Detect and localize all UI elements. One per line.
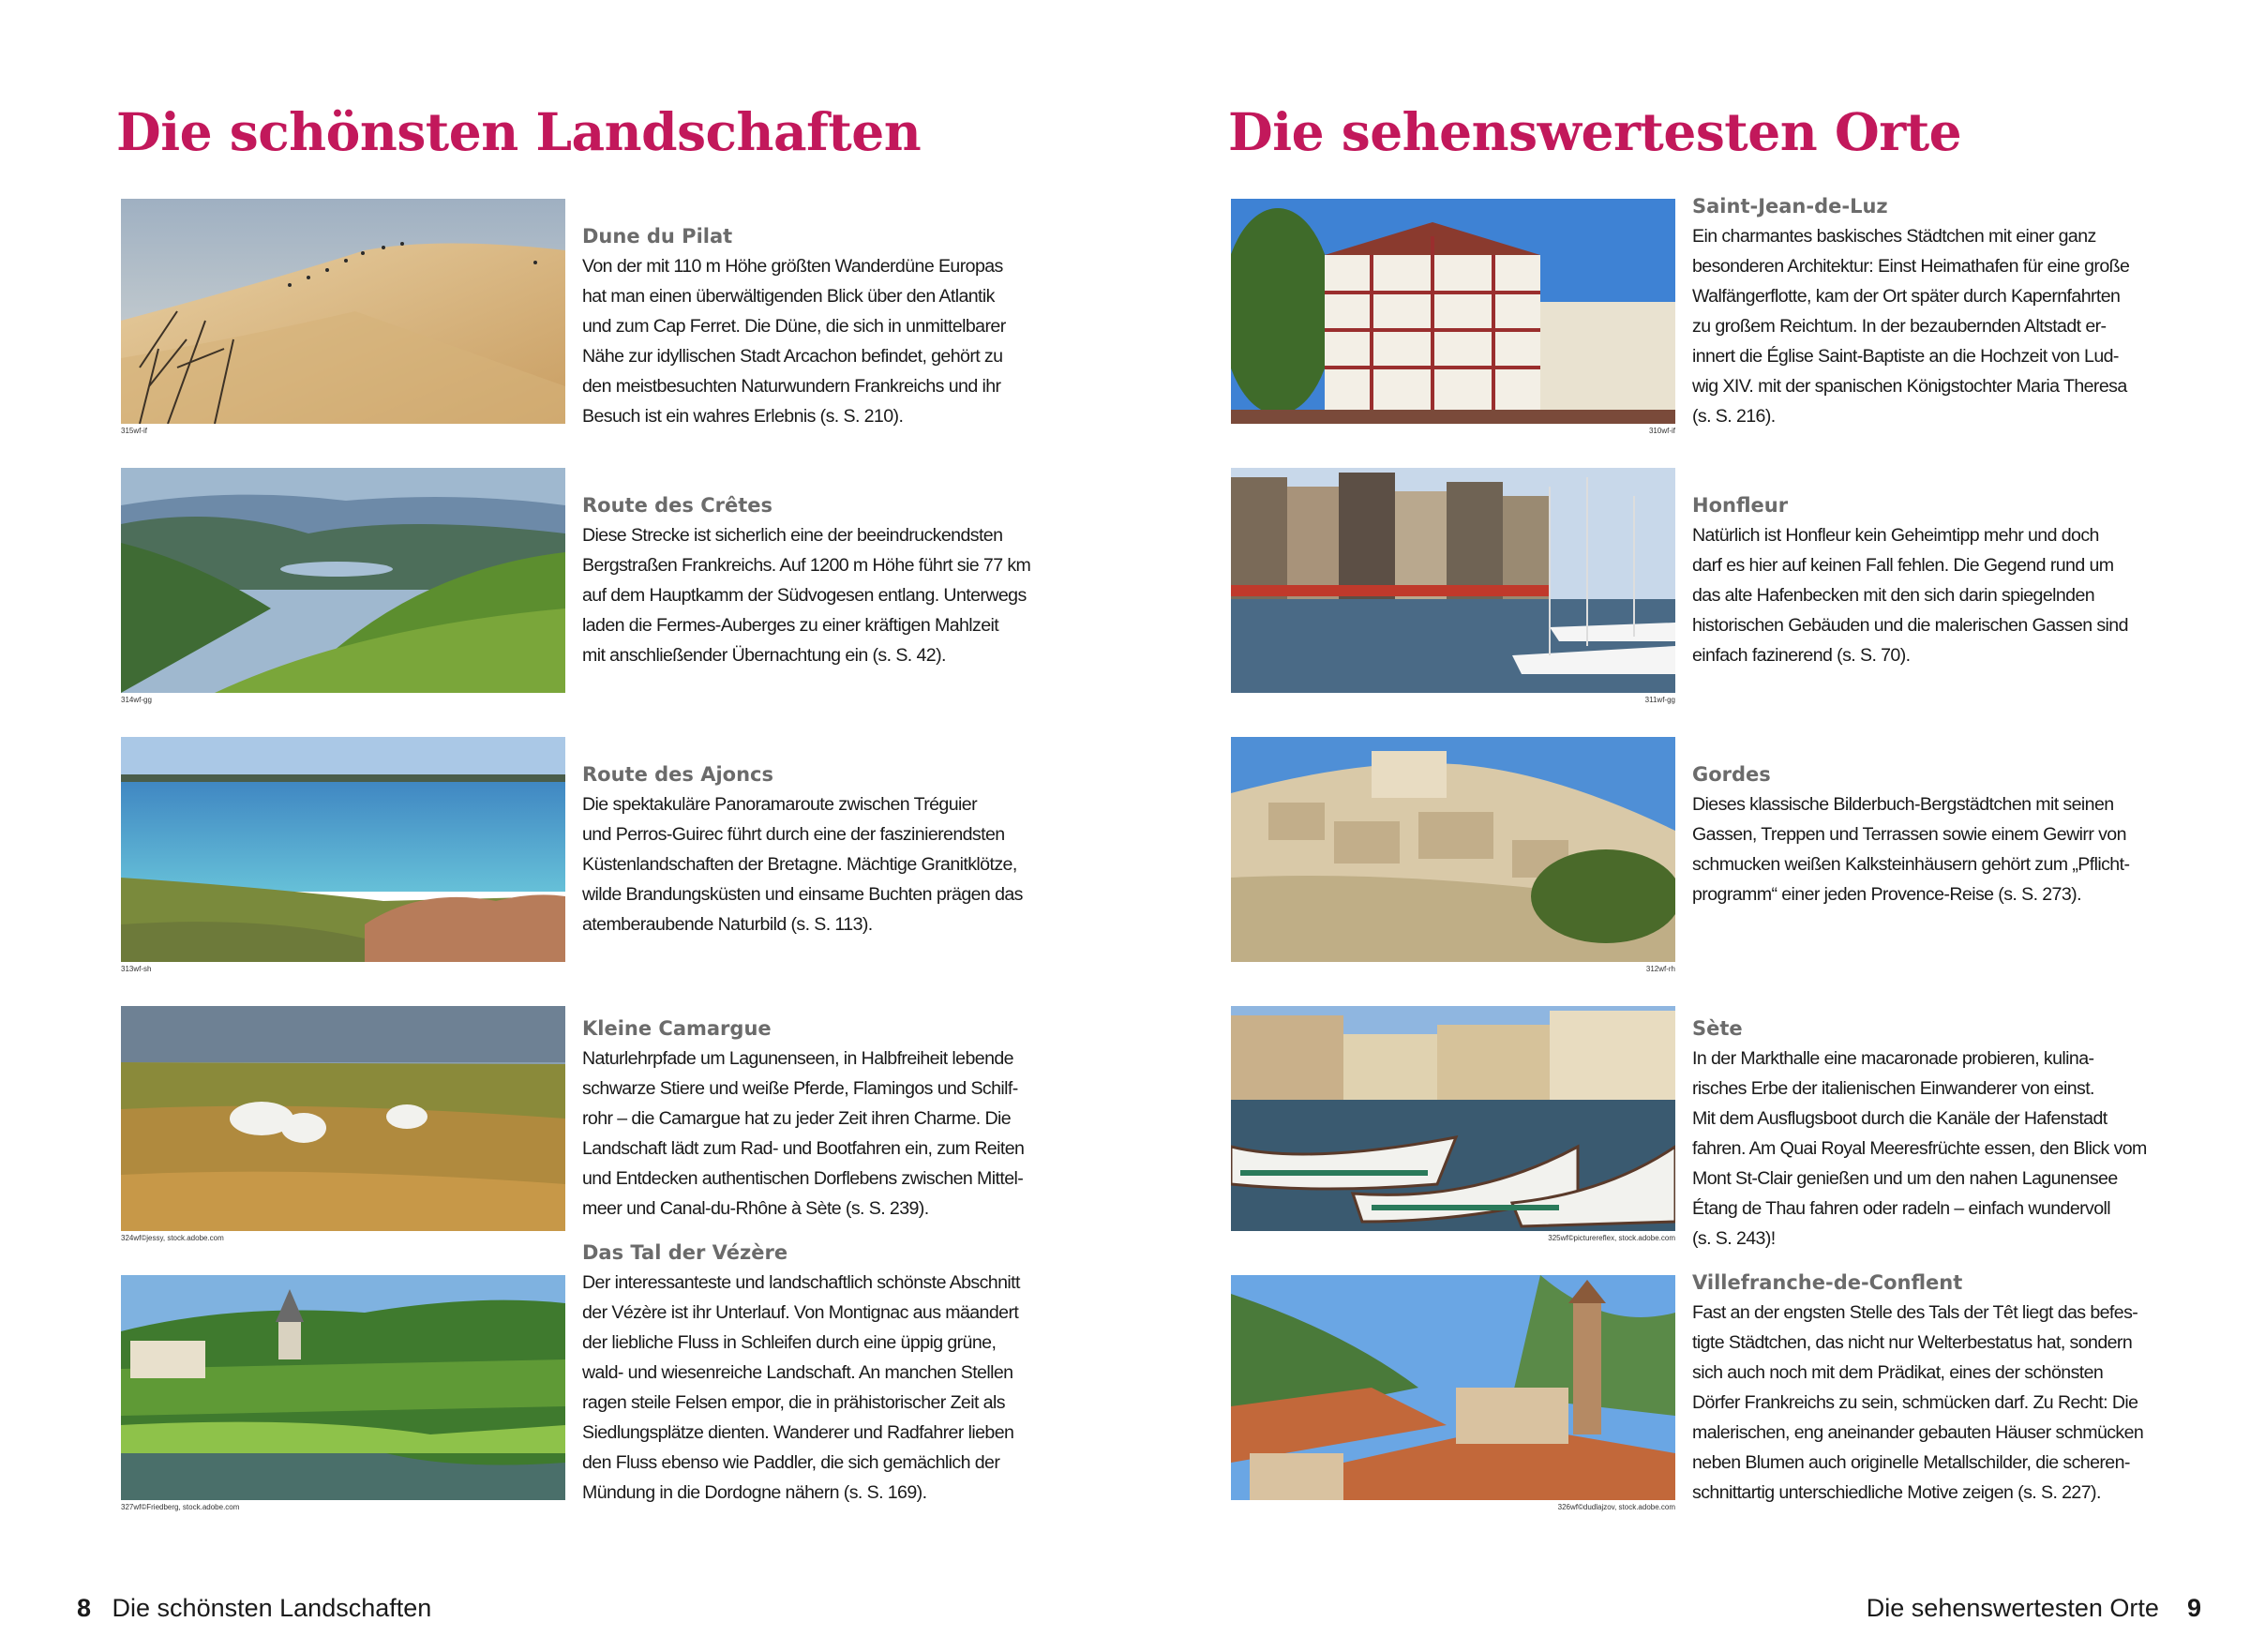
page-footer — [77, 1594, 431, 1623]
entry-title: Kleine Camargue — [582, 1017, 772, 1040]
entry-text — [582, 221, 1070, 431]
photo-saint-jean-de-luz — [1231, 199, 1675, 424]
photo-gordes — [1231, 737, 1675, 962]
photo-tal-der-vezere — [121, 1275, 565, 1500]
entry-description: Der interessanteste und landschaftlich schönste Abschnitt der Vézère ist ihr Unterlauf. Von Montignac aus mäandert der liebliche Fluss in Schleifen durch eine üppig grüne, wald- und wiesenreiche Landschaft. An manchen Stellen ragen steile Felsen empor, die in prähistorischer Zeit als Siedlungsplätze dienten. Wanderer und Radfahrer lieben den Fluss ebenso wie Paddler, die sich gemächlich der Mündung in die Dordogne nähern (s. S. 169). — [582, 1272, 1020, 1503]
photo-credit: 327wf©Friedberg, stock.adobe.com — [121, 1503, 240, 1511]
entry-route-des-ajoncs — [121, 737, 1077, 973]
running-title: Die sehenswertesten Orte — [1866, 1594, 2159, 1622]
entry-description: Dieses klassische Bilderbuch-Bergstädtchen mit seinen Gassen, Treppen und Terrassen sowie einem Gewirr von schmucken weißen Kalksteinhäusern gehört zum „Pflicht- programm“ einer jeden Provence-Reise (s. S. 273). — [1692, 794, 2130, 905]
photo-credit: 314wf-gg — [121, 696, 152, 704]
entry-text — [582, 1238, 1070, 1508]
entry-description: Fast an der engsten Stelle des Tals der Têt liegt das befes- tigte Städtchen, das nicht nur Welterbestatus hat, sondern sich auch noch mit dem Prädikat, eines der schönsten Dörfer Frankreichs zu sein, schmücken darf. Zu Recht: Die malerischen, eng aneinander gebauten Häuser schmücken neben Blumen auch originelle Metallschilder, die scheren- schnittartig unterschiedliche Motive zeigen (s. S. 227). — [1692, 1302, 2144, 1503]
entry-title: Sète — [1692, 1017, 1743, 1040]
entry-text — [582, 759, 1070, 939]
photo-route-des-cretes — [121, 468, 565, 693]
photo-credit: 325wf©picturereflex, stock.adobe.com — [1548, 1234, 1675, 1242]
photo-route-des-ajoncs — [121, 737, 565, 962]
entry-kleine-camargue — [121, 1006, 1077, 1242]
photo-credit: 313wf-sh — [121, 965, 152, 973]
photo-credit: 324wf©jessy, stock.adobe.com — [121, 1234, 224, 1242]
entry-route-des-cretes — [121, 468, 1077, 704]
entry-title: Das Tal der Vézère — [582, 1241, 788, 1264]
page-heading: Die schönsten Landschaften — [116, 101, 922, 162]
entry-text — [1692, 1268, 2180, 1508]
entry-title: Honfleur — [1692, 494, 1789, 517]
entry-title: Route des Ajoncs — [582, 763, 774, 786]
photo-credit: 315wf-if — [121, 427, 148, 435]
entry-dune-du-pilat — [121, 199, 1077, 435]
page-number: 9 — [2186, 1594, 2201, 1622]
entry-villefranche-de-conflent — [1231, 1271, 2206, 1511]
photo-credit: 312wf-rh — [1645, 965, 1675, 973]
entry-description: Von der mit 110 m Höhe größten Wanderdüne Europas hat man einen überwältigenden Blick über den Atlantik und zum Cap Ferret. Die Düne, die sich in unmittelbarer Nähe zur idyllischen Stadt Arcachon befindet, gehört zu den meistbesuchten Naturwundern Frankreichs und ihr Besuch ist ein wahres Erlebnis (s. S. 210). — [582, 256, 1006, 427]
photo-villefranche-de-conflent — [1231, 1275, 1675, 1500]
photo-credit: 311wf-gg — [1644, 696, 1675, 704]
entry-text — [582, 1014, 1070, 1224]
photo-sete — [1231, 1006, 1675, 1231]
entry-text — [1692, 759, 2180, 909]
photo-dune-du-pilat — [121, 199, 565, 424]
entry-description: Natürlich ist Honfleur kein Geheimtipp mehr und doch darf es hier auf keinen Fall fehlen. Die Gegend rund um das alte Hafenbecken mit den sich darin spiegelnden historischen Gebäuden und die malerischen Gassen sind einfach fazinerend (s. S. 70). — [1692, 525, 2128, 666]
entry-description: Ein charmantes baskisches Städtchen mit einer ganz besonderen Architektur: Einst Heimathafen für eine große Walfängerflotte, kam der Ort später durch Kapernfahrten zu großem Reichtum. In der bezaubernden Altstadt er- innert die Église Saint-Baptiste an die Hochzeit von Lud- wig XIV. mit der spanischen Königstochter Maria Theresa (s. S. 216). — [1692, 226, 2130, 427]
running-title: Die schönsten Landschaften — [112, 1594, 432, 1622]
entry-gordes — [1231, 737, 2206, 973]
photo-honfleur — [1231, 468, 1675, 693]
entry-text — [1692, 1014, 2180, 1254]
entry-sete — [1231, 1006, 2206, 1249]
entry-text — [1692, 490, 2180, 670]
entry-title: Route des Crêtes — [582, 494, 773, 517]
photo-credit: 310wf-if — [1648, 427, 1675, 435]
entry-description: In der Markthalle eine macaronade probieren, kulina- risches Erbe der italienischen Einwanderer von einst. Mit dem Ausflugsboot durch die Kanäle der Hafenstadt fahren. Am Quai Royal Meeresfrüchte essen, den Blick vom Mont St-Clair genießen und um den nahen Lagunensee Étang de Thau fahren oder radeln – einfach wundervoll (s. S. 243)! — [1692, 1048, 2147, 1249]
entry-description: Die spektakuläre Panoramaroute zwischen Tréguier und Perros-Guirec führt durch eine der faszinierendsten Küstenlandschaften der Bretagne. Mächtige Granitklötze, wilde Brandungsküsten und einsame Buchten prägen das atemberaubende Naturbild (s. S. 113). — [582, 794, 1023, 935]
page-heading: Die sehenswertesten Orte — [1228, 101, 1962, 162]
entry-tal-der-vezere — [121, 1241, 1077, 1511]
page-footer — [1867, 1594, 2201, 1623]
photo-credit: 326wf©dudlajzov, stock.adobe.com — [1557, 1503, 1675, 1511]
entry-description: Naturlehrpfade um Lagunenseen, in Halbfreiheit lebende schwarze Stiere und weiße Pferde, Flamingos und Schilf- rohr – die Camargue hat zu jeder Zeit ihren Charme. Die Landschaft lädt zum Rad- und Bootfahren ein, zum Reiten und Entdecken authentischen Dorflebens zwischen Mittel- meer und Canal-du-Rhône à Sète (s. S. 239). — [582, 1048, 1025, 1219]
entry-title: Dune du Pilat — [582, 225, 733, 248]
entry-text — [1692, 191, 2180, 431]
photo-kleine-camargue — [121, 1006, 565, 1231]
entry-saint-jean-de-luz — [1231, 195, 2206, 435]
entry-title: Saint-Jean-de-Luz — [1692, 195, 1888, 218]
entry-text — [582, 490, 1070, 670]
page-number: 8 — [77, 1594, 92, 1622]
right-page — [1125, 0, 2250, 1652]
entry-description: Diese Strecke ist sicherlich eine der beeindruckendsten Bergstraßen Frankreichs. Auf 1200 m Höhe führt sie 77 km auf dem Hauptkamm der Südvogesen entlang. Unterwegs laden die Fermes-Auberges zu einer kräftigen Mahlzeit mit anschließender Übernachtung ein (s. S. 42). — [582, 525, 1031, 666]
entry-honfleur — [1231, 468, 2206, 704]
entry-title: Villefranche-de-Conflent — [1692, 1271, 1963, 1294]
entry-title: Gordes — [1692, 763, 1771, 786]
